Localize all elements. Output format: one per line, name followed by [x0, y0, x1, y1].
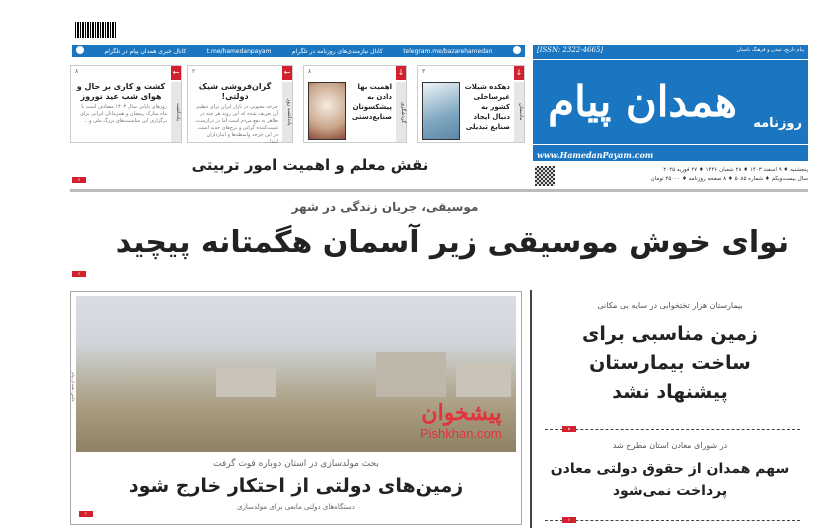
photo-headline[interactable]: زمین‌های دولتی از احتکار خارج شود — [128, 475, 464, 497]
logo-prefix: روزنامه — [753, 116, 802, 131]
page-ref: ۲ — [79, 511, 93, 517]
main-headline[interactable]: نوای خوش موسیقی زیر آسمان هگمتانه پیچید — [115, 225, 790, 260]
arrow-left-icon: ← — [171, 66, 181, 80]
teaser-section: مادستان — [514, 82, 524, 142]
teaser-section: یادداشت روز — [282, 82, 292, 142]
divider — [545, 429, 800, 430]
teaser-page: ۳ — [422, 68, 426, 75]
teaser-title: دهکده شیلات غیرساحلی کشور به دنبال ایجاد صنایع تبدیلی — [464, 83, 510, 131]
photo-note: دستگاه‌های دولتی مانعی برای مولدسازی — [237, 503, 355, 511]
page-ref: ۷ — [72, 271, 86, 277]
teaser-image — [308, 82, 346, 140]
website-url[interactable]: www.HamedanPayam.com — [537, 150, 654, 160]
issue-info — [560, 166, 808, 184]
telegram-bar — [72, 45, 525, 57]
teaser-2[interactable] — [303, 65, 407, 143]
qr-code — [535, 166, 555, 186]
teaser-4[interactable] — [70, 65, 182, 143]
main-kicker: موسیقی، جریان زندگی در شهر — [291, 200, 479, 214]
photo-kicker: بحث مولدسازی در استان دوباره قوت گرفت — [213, 459, 379, 469]
photo-credit: عکس: همدان پیام — [71, 372, 76, 403]
arrow-down-icon: ↓ — [514, 66, 524, 80]
telegram-icon — [513, 46, 521, 54]
teaser-title: کشت و کاری بر حال و هوای شب عید نوروز — [76, 82, 166, 101]
side-headline[interactable]: سهم همدان از حقوق دولتی معادن پرداخت نمی‌شود — [550, 461, 790, 499]
pishkhan-watermark — [420, 400, 502, 441]
watermark-en: Pishkhan.com — [420, 426, 502, 441]
ads-link[interactable]: telegram.me/bazarehamedan — [403, 47, 493, 55]
issn: [ISSN: 2322-4665] — [537, 46, 604, 54]
divider — [70, 189, 808, 192]
barcode — [75, 22, 117, 38]
teaser-section: یادداشت — [171, 82, 181, 142]
slogan: پیام تاریخ، تمدن و فرهنگ باستان — [736, 47, 804, 53]
ads-channel: کانال نیازمندی‌های روزنامه در تلگرام — [291, 47, 383, 55]
page-ref: ۶ — [562, 517, 576, 523]
news-channel: کانال خبری همدان پیام در تلگرام — [104, 47, 187, 55]
page-ref: ۵ — [562, 426, 576, 432]
teaser-title: گران‌فروشی شیک دولتی! — [198, 82, 272, 101]
arrow-left-icon: ← — [282, 66, 292, 80]
teaser-page: ۸ — [75, 68, 79, 75]
teaser-1[interactable] — [417, 65, 525, 143]
teaser-section: گردشگری — [396, 82, 406, 142]
masthead — [533, 45, 808, 161]
side-kicker: بیمارستان هزار تختخوابی در سایه بی مکانی — [597, 301, 743, 310]
teaser-page: ۸ — [308, 68, 312, 75]
issue-line: سال بیست‌ویکم ♦ شماره ۵۰۸۵ ♦ ۸ صفحه روزنامه ♦ ۲۵۰۰۰ تومان — [650, 176, 808, 182]
column-rule — [530, 290, 532, 528]
watermark-fa: پیشخوان — [421, 400, 502, 426]
date-line: پنجشنبه ♦ ۹ اسفند ۱۴۰۳ ♦ ۲۸ شعبان ۱۴۴۶ ♦ ۲۷ فوریه ۲۰۲۵ — [663, 167, 808, 173]
divider — [545, 520, 800, 521]
arrow-down-icon: ↓ — [396, 66, 406, 80]
teaser-image — [422, 82, 460, 140]
subheadline[interactable]: نقش معلم و اهمیت امور تربیتی — [191, 156, 429, 174]
teaser-body: روزهای پایانی سال ۱۴۰۳ مصادف است با ماه مبارک رمضان و همزمانان ایرانی برای برگزاری این مناسبت‌های بزرگ ملی و... — [79, 104, 167, 124]
newspaper-logo: همدان پیام — [548, 77, 737, 126]
teaser-title: اهمیت بها دادن به پیشکسوتان صنایع‌دستی — [351, 83, 392, 121]
page-ref: ۷ — [72, 177, 86, 183]
teaser-body: چرخه معیوبی در بازار ایران برای تنظیم آن تعریف شده که این روند هر چند در ظاهر به نفع مردم است اما در درازمدت تثبیت‌کننده گرانی و نرخ‌های جدید است. در این چرخه واسطه‌ها و انبارداران ابتدا... — [195, 104, 278, 145]
side-headline[interactable]: زمین مناسبی برای ساخت بیمارستان پیشنهاد نشد — [582, 323, 758, 403]
news-link[interactable]: t.me/hamedanpayam — [206, 47, 272, 55]
teaser-page: ۲ — [192, 68, 196, 75]
teaser-3[interactable] — [187, 65, 293, 143]
telegram-icon — [76, 46, 84, 54]
side-kicker: در شورای معادن استان مطرح شد — [612, 441, 728, 450]
